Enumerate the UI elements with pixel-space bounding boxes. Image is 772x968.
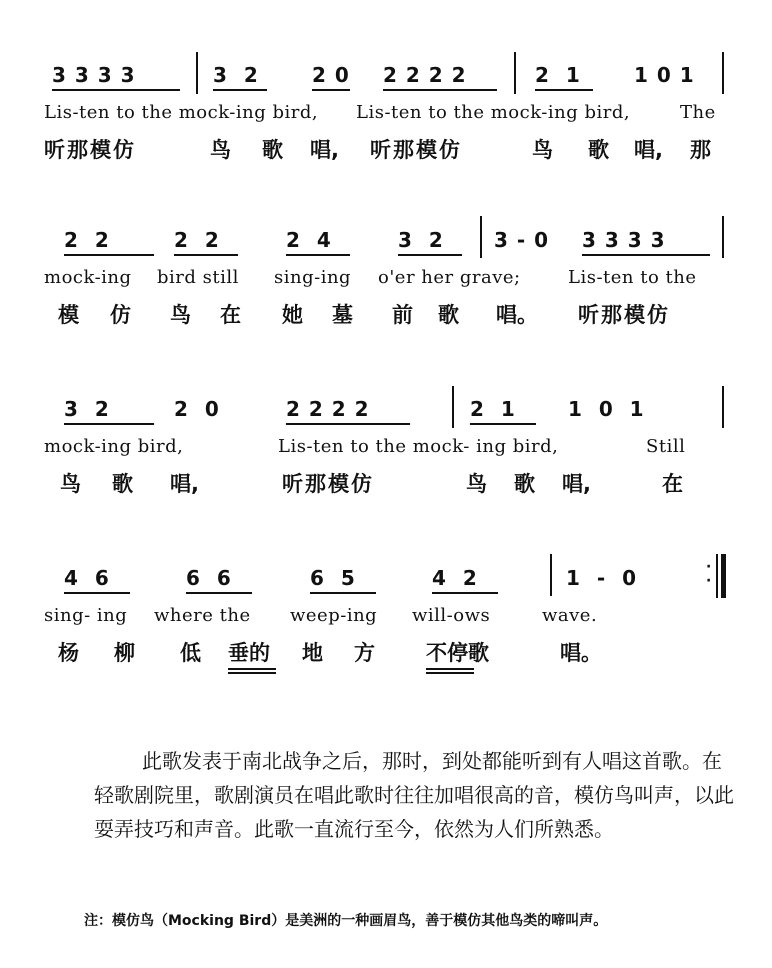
lyric-en: Still	[646, 436, 686, 457]
lyric-en-1-1: Lis-ten to the mock-ing bird,	[44, 102, 319, 123]
lyric-zh: 她	[282, 303, 303, 327]
notes-1-1: 3 3 3 3	[52, 63, 136, 87]
lyric-en: Lis-ten to the	[568, 267, 697, 288]
lyric-zh: 模	[58, 303, 79, 327]
underline	[432, 592, 498, 594]
lyric-zh: 方	[354, 641, 375, 665]
notes-1-5: 2 1	[535, 63, 581, 87]
lyric-en: where the	[154, 605, 251, 626]
barline	[480, 216, 482, 258]
notes-2-6: 3 3 3 3	[582, 228, 666, 252]
notes-4-3: 6 5	[310, 566, 356, 590]
lyric-zh: 在	[220, 303, 241, 327]
lyric-zh: 前	[392, 303, 413, 327]
underline	[398, 254, 462, 256]
lyric-en: sing- ing	[44, 605, 128, 626]
underline	[186, 592, 252, 594]
lyric-zh: 不停歌	[426, 641, 489, 665]
notes-2-3: 2 4	[286, 228, 332, 252]
lyric-zh: 唱,	[562, 472, 591, 496]
notes-4-4: 4 2	[432, 566, 478, 590]
double-underline	[228, 668, 276, 674]
underline	[582, 254, 710, 256]
notes-2-5: 3 - 0	[494, 228, 550, 252]
lyric-en: Lis-ten to the mock- ing bird,	[278, 436, 559, 457]
lyric-zh: 鸟	[466, 472, 487, 496]
underline	[312, 89, 350, 91]
notes-3-2: 2 0	[174, 397, 220, 421]
lyric-zh: 唱,	[170, 472, 199, 496]
lyric-en: will-ows	[412, 605, 491, 626]
underline	[470, 423, 536, 425]
footnote: 注：模仿鸟（Mocking Bird）是美洲的一种画眉鸟，善于模仿其他鸟类的啼叫声。	[84, 913, 608, 929]
notes-3-4: 2 1	[470, 397, 516, 421]
barline	[722, 52, 724, 94]
lyric-en: mock-ing	[44, 267, 132, 288]
underline	[535, 89, 593, 91]
underline	[286, 423, 410, 425]
lyric-zh: 唱,	[634, 138, 663, 162]
lyric-en: o'er her grave;	[378, 267, 521, 288]
notes-1-4: 2 2 2 2	[383, 63, 467, 87]
barline	[721, 554, 726, 598]
double-underline	[426, 668, 474, 674]
notes-1-3: 2 0	[312, 63, 350, 87]
lyric-zh: 歌	[112, 472, 133, 496]
lyric-zh: 那	[690, 138, 711, 162]
lyric-zh: 歌	[262, 138, 283, 162]
notes-3-5: 1 0 1	[568, 397, 645, 421]
lyric-zh: 唱。	[496, 303, 538, 327]
barline	[722, 216, 724, 258]
notes-2-4: 3 2	[398, 228, 444, 252]
underline	[174, 254, 238, 256]
lyric-zh: 鸟	[532, 138, 553, 162]
barline	[722, 386, 724, 428]
lyric-zh: 鸟	[170, 303, 191, 327]
lyric-zh: 听那模仿	[578, 303, 670, 327]
barline	[550, 554, 552, 596]
lyric-zh: 听那模仿	[370, 138, 462, 162]
lyric-zh: 鸟	[210, 138, 231, 162]
barline	[196, 52, 198, 94]
lyric-en: wave.	[542, 605, 598, 626]
notes-4-5: 1 - 0	[566, 566, 637, 590]
lyric-zh: 唱,	[310, 138, 339, 162]
barline	[514, 52, 516, 94]
lyric-zh: 柳	[114, 641, 135, 665]
underline	[213, 89, 267, 91]
commentary-paragraph: 此歌发表于南北战争之后，那时，到处都能听到有人唱这首歌。在轻歌剧院里，歌剧演员在唱此歌时往往加唱很高的音，模仿鸟叫声，以此耍弄技巧和声音。此歌一直流行至今，依然为人们所熟悉。	[94, 749, 734, 841]
lyric-zh: 歌	[588, 138, 609, 162]
underline	[64, 254, 154, 256]
lyric-en: weep-ing	[290, 605, 378, 626]
lyric-zh: 唱。	[560, 641, 602, 665]
lyric-zh: 仿	[110, 303, 131, 327]
notes-1-6: 1 0 1	[634, 63, 695, 87]
underline	[383, 89, 497, 91]
notes-2-1: 2 2	[64, 228, 110, 252]
barline	[716, 554, 718, 598]
notes-3-3: 2 2 2 2	[286, 397, 370, 421]
notes-2-2: 2 2	[174, 228, 220, 252]
lyric-en-1-2: Lis-ten to the mock-ing bird,	[356, 102, 631, 123]
notes-4-2: 6 6	[186, 566, 232, 590]
lyric-en-1-3: The	[680, 102, 716, 123]
lyric-zh: 在	[662, 472, 683, 496]
lyric-zh: 墓	[332, 303, 353, 327]
underline	[64, 592, 130, 594]
lyric-zh: 地	[302, 641, 323, 665]
notes-4-1: 4 6	[64, 566, 110, 590]
lyric-zh: 杨	[58, 641, 79, 665]
lyric-zh: 听那模仿	[282, 472, 374, 496]
underline	[310, 592, 376, 594]
underline	[286, 254, 350, 256]
notes-3-1: 3 2	[64, 397, 110, 421]
lyric-zh: 歌	[514, 472, 535, 496]
lyric-zh: 听那模仿	[44, 138, 136, 162]
lyric-zh: 垂的	[228, 641, 270, 665]
lyric-zh: 歌	[438, 303, 459, 327]
lyric-zh: 低	[180, 641, 201, 665]
underline	[52, 89, 180, 91]
barline	[452, 386, 454, 428]
lyric-en: sing-ing	[274, 267, 352, 288]
lyric-en: mock-ing bird,	[44, 436, 184, 457]
repeat-dots: · ·	[706, 559, 713, 589]
lyric-zh: 鸟	[60, 472, 81, 496]
lyric-en: bird still	[157, 267, 239, 288]
underline	[64, 423, 154, 425]
notes-1-2: 3 2	[213, 63, 259, 87]
